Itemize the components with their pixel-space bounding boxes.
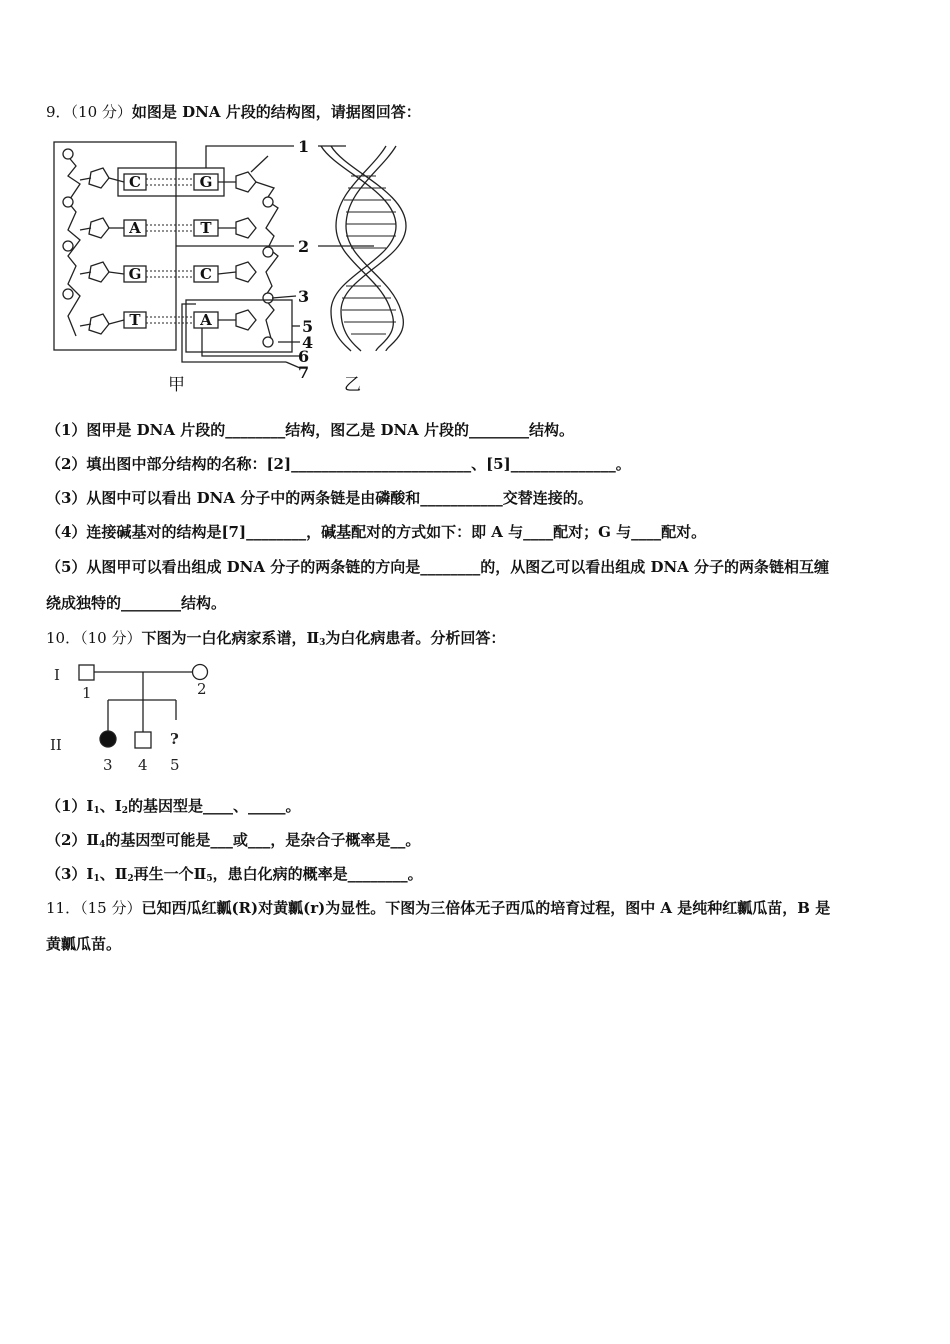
q10-s3-pre: （3）Ⅰ [46, 865, 94, 883]
q10-s2-sub: 4 [99, 840, 106, 850]
q10-stem-b: 为白化病患者。分析回答： [325, 629, 506, 647]
q9-sub5-line1: （5）从图甲可以看出组成 DNA 分子的两条链的方向是________的，从图乙可以看出组成 DNA 分子的两条链相互缠 [46, 558, 830, 576]
q10-s3-post: ，患白化病的概率是________。 [212, 865, 423, 883]
q9-score: （10 分） [70, 103, 132, 121]
base-left-3: G [128, 265, 142, 283]
q9-stem [46, 102, 421, 122]
q10-s1-pre: （1）Ⅰ [46, 797, 94, 815]
q10-stem-sub: 3 [319, 638, 326, 648]
label-7: 7 [298, 363, 310, 382]
q10-s1-sub1: 1 [93, 806, 100, 816]
q10-sub1 [46, 796, 301, 821]
q10-s3-mid2: 再生一个Ⅱ [133, 865, 207, 883]
q11-stem-a: 已知西瓜红瓤(R)对黄瓤(r)为显性。下图为三倍体无子西瓜的培育过程，图中 A 是纯种红瓤瓜苗，B 是 [141, 899, 831, 917]
q11-score: （15 分） [80, 899, 142, 917]
q10-s2-post: 的基因型可能是___或___，是杂合子概率是__。 [105, 831, 421, 849]
q10-s1-mid: 、Ⅰ [99, 797, 122, 815]
q10-s3-sub2: 2 [127, 874, 134, 884]
base-right-4: A [200, 311, 212, 329]
label-6: 6 [298, 347, 310, 366]
ped-num-5: 5 [170, 756, 180, 774]
label-3: 3 [298, 287, 310, 306]
label-5: 5 [302, 317, 314, 336]
label-jia: 甲 [168, 375, 185, 395]
q10-s1-sub2: 2 [121, 806, 129, 816]
ped-gen-1: I [54, 666, 60, 684]
ped-i2-female [193, 665, 208, 680]
q10-s3-mid: 、Ⅱ [99, 865, 128, 883]
q9-stem-text: 如图是 DNA 片段的结构图，请据图回答： [131, 103, 421, 121]
label-4: 4 [302, 333, 314, 352]
ped-unknown-5: ? [170, 730, 179, 748]
q10-s2-pre: （2）Ⅱ [46, 831, 100, 849]
base-left-2: A [129, 219, 141, 237]
ped-ii3-affected-female [100, 731, 116, 747]
q10-sub3 [46, 864, 423, 889]
q10-sub2 [46, 830, 420, 855]
label-1: 1 [298, 137, 310, 156]
dna-structure-figure [46, 136, 426, 398]
q11-stem-line2: 黄瓤瓜苗。 [46, 935, 122, 953]
q11-stem-line1 [46, 898, 830, 918]
q10-score: （10 分） [80, 629, 142, 647]
q10-s3-sub1: 1 [93, 874, 100, 884]
pedigree-chart [46, 660, 226, 778]
q10-s1-post: 的基因型是____、_____。 [128, 797, 301, 815]
q10-s3-sub3: 5 [206, 874, 213, 884]
base-right-3: C [200, 265, 212, 283]
base-left-4: T [129, 311, 141, 329]
ped-num-1: 1 [82, 684, 92, 702]
q9-sub1: （1）图甲是 DNA 片段的________结构，图乙是 DNA 片段的________结构。 [46, 421, 575, 439]
ped-num-2: 2 [197, 680, 207, 698]
q10-stem [46, 628, 505, 653]
ped-ii4-male [135, 732, 151, 748]
base-right-2: T [200, 219, 212, 237]
q9-sub5-line2: 绕成独特的________结构。 [46, 594, 227, 612]
q10-number: 10． [46, 629, 81, 647]
base-right-1: G [199, 173, 213, 191]
q9-sub3: （3）从图中可以看出 DNA 分子中的两条链是由磷酸和___________交替连接的。 [46, 489, 593, 507]
ped-num-4: 4 [138, 756, 148, 774]
base-left-1: C [129, 173, 141, 191]
ped-i1-male [79, 665, 94, 680]
label-2: 2 [298, 237, 310, 256]
q9-sub2: （2）填出图中部分结构的名称：[2]________________________、[5]______________。 [46, 455, 631, 473]
q9-sub4: （4）连接碱基对的结构是[7]________，碱基配对的方式如下：即 A 与____配对；G 与____配对。 [46, 523, 707, 541]
q10-stem-a: 下图为一白化病家系谱，Ⅱ [141, 629, 320, 647]
label-yi: 乙 [344, 375, 361, 395]
ped-num-3: 3 [103, 756, 113, 774]
ped-gen-2: II [50, 736, 62, 754]
q11-number: 11． [46, 899, 81, 917]
q9-number: 9． [46, 103, 71, 121]
